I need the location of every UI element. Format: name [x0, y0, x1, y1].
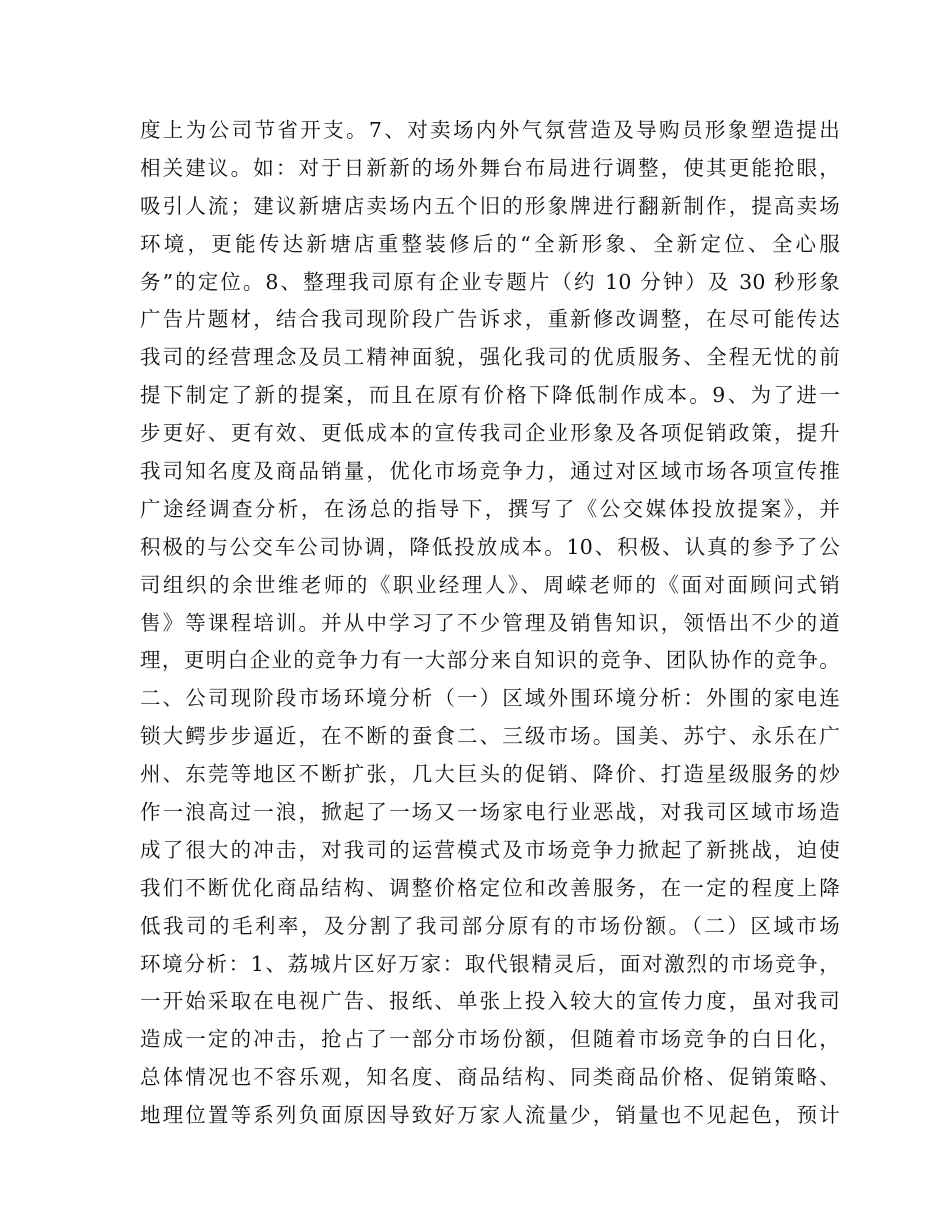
text-line: 作一浪高过一浪，掀起了一场又一场家电行业恶战，对我司区域市场造 — [140, 800, 840, 825]
body-text — [140, 112, 840, 1135]
text-line: 相关建议。如：对于日新新的场外舞台布局进行调整，使其更能抢眼， — [140, 155, 840, 180]
text-line: 地理位置等系列负面原因导致好万家人流量少，销量也不见起色，预计 — [140, 1103, 840, 1128]
text-line: 一开始采取在电视广告、报纸、单张上投入较大的宣传力度，虽对我司 — [140, 989, 840, 1014]
text-line: 成了很大的冲击，对我司的运营模式及市场竞争力掀起了新挑战，迫使 — [140, 837, 840, 862]
text-line: 务”的定位。8、整理我司原有企业专题片（约 10 分钟）及 30 秒形象 — [140, 269, 840, 294]
text-line: 司组织的余世维老师的《职业经理人》、周嵘老师的《面对面顾问式销 — [140, 572, 840, 597]
text-line: 度上为公司节省开支。7、对卖场内外气氛营造及导购员形象塑造提出 — [140, 118, 840, 142]
text-line: 我们不断优化商品结构、调整价格定位和改善服务，在一定的程度上降 — [140, 875, 840, 900]
text-line: 步更好、更有效、更低成本的宣传我司企业形象及各项促销政策，提升 — [140, 421, 840, 446]
text-line: 理，更明白企业的竞争力有一大部分来自知识的竞争、团队协作的竞争。 — [140, 648, 840, 673]
text-line: 我司知名度及商品销量，优化市场竞争力，通过对区域市场各项宣传推 — [140, 459, 840, 484]
text-line: 造成一定的冲击，抢占了一部分市场份额，但随着市场竞争的白日化， — [140, 1027, 840, 1052]
text-line: 提下制定了新的提案，而且在原有价格下降低制作成本。9、为了进一 — [140, 383, 840, 408]
text-line: 我司的经营理念及员工精神面貌，强化我司的优质服务、全程无忧的前 — [140, 345, 840, 370]
text-line: 积极的与公交车公司协调，降低投放成本。10、积极、认真的参予了公 — [140, 534, 840, 559]
text-line: 环境分析：1、荔城片区好万家：取代银精灵后，面对激烈的市场竞争， — [140, 951, 840, 976]
text-line: 广告片题材，结合我司现阶段广告诉求，重新修改调整，在尽可能传达 — [140, 307, 840, 332]
text-line: 州、东莞等地区不断扩张，几大巨头的促销、降价、打造星级服务的炒 — [140, 762, 840, 787]
text-line: 广途经调查分析，在汤总的指导下，撰写了《公交媒体投放提案》，并 — [140, 496, 840, 521]
text-line: 低我司的毛利率，及分割了我司部分原有的市场份额。（二）区域市场 — [140, 913, 840, 938]
text-line: 售》等课程培训。并从中学习了不少管理及销售知识，领悟出不少的道 — [140, 610, 840, 635]
text-line: 总体情况也不容乐观，知名度、商品结构、同类商品价格、促销策略、 — [140, 1065, 840, 1090]
text-line: 二、公司现阶段市场环境分析（一）区域外围环境分析：外围的家电连 — [140, 686, 840, 711]
text-line: 锁大鳄步步逼近，在不断的蚕食二、三级市场。国美、苏宁、永乐在广 — [140, 724, 840, 749]
text-line: 环境，更能传达新塘店重整装修后的“全新形象、全新定位、全心服 — [140, 231, 840, 256]
text-line: 吸引人流；建议新塘店卖场内五个旧的形象牌进行翻新制作，提高卖场 — [140, 193, 840, 218]
